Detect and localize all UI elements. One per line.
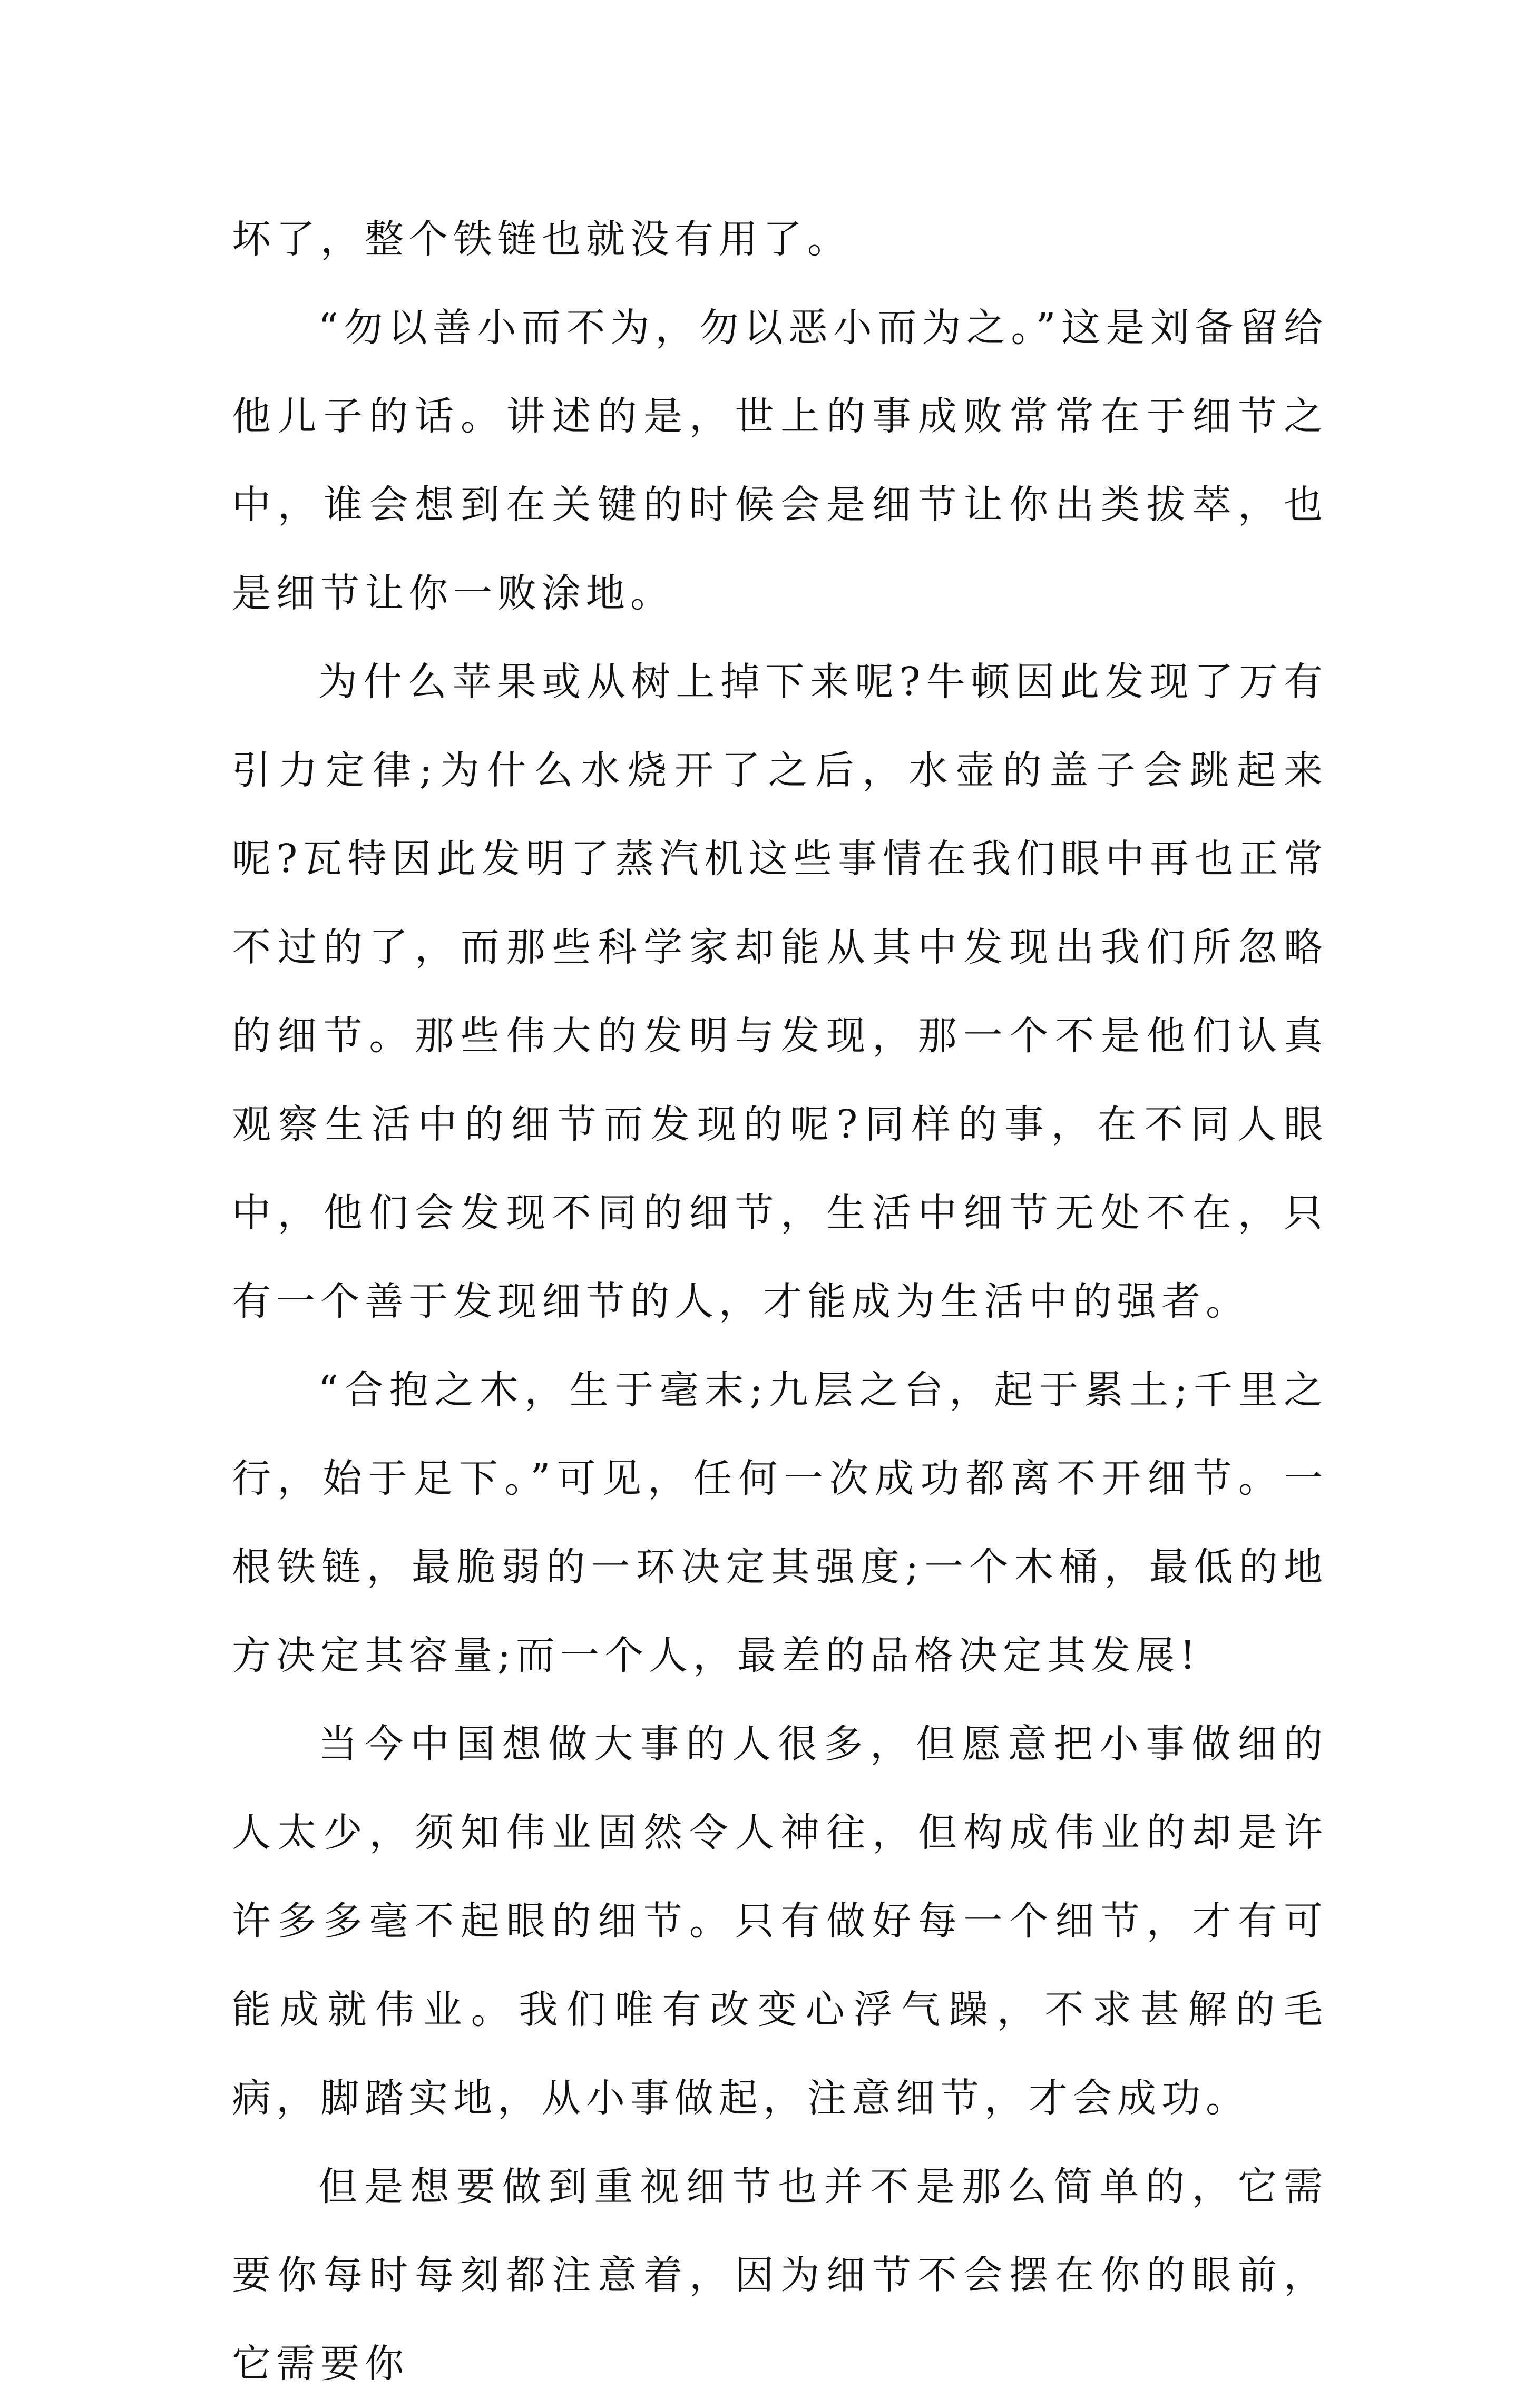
paragraph-5: 当今中国想做大事的人很多，但愿意把小事做细的人太少，须知伟业固然令人神往，但构成伟业的却是许许多多毫不起眼的细节。只有做好每一个细节，才有可能成就伟业。我们唯有改变心浮气躁，不求甚解的毛病，脚踏实地，从小事做起，注意细节，才会成功。 [232, 1721, 1328, 2121]
paragraph-1: 坏了，整个铁链也就没有用了。 [232, 217, 852, 262]
paragraph-6: 但是想要做到重视细节也并不是那么简单的，它需要你每时每刻都注意着，因为细节不会摆在你的眼前，它需要你 [232, 2164, 1328, 2386]
paragraph-3: 为什么苹果或从树上掉下来呢?牛顿因此发现了万有引力定律;为什么水烧开了之后，水壶的盖子会跳起来呢?瓦特因此发明了蒸汽机这些事情在我们眼中再也正常不过的了，而那些科学家却能从其中发现出我们所忽略的细节。那些伟大的发明与发现，那一个不是他们认真观察生活中的细节而发现的呢?同样的事，在不同人眼中，他们会发现不同的细节，生活中细节无处不在，只有一个善于发现细节的人，才能成为生活中的强者。 [232, 659, 1328, 1324]
body-text [232, 195, 1328, 2408]
paragraph-4: “合抱之木，生于毫末;九层之台，起于累土;千里之行，始于足下。”可见，任何一次成功都离不开细节。一根铁链，最脆弱的一环决定其强度;一个木桶，最低的地方决定其容量;而一个人，最差的品格决定其发展! [232, 1367, 1328, 1678]
paragraph-2: “勿以善小而不为，勿以恶小而为之。”这是刘备留给他儿子的话。讲述的是，世上的事成败常常在于细节之中，谁会想到在关键的时候会是细节让你出类拔萃，也是细节让你一败涂地。 [232, 305, 1328, 616]
